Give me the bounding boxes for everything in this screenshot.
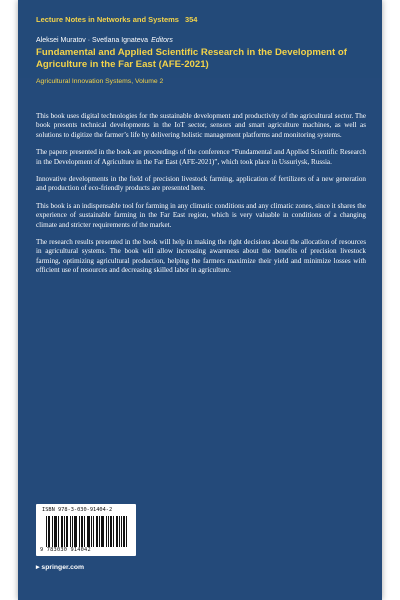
- series-name: Lecture Notes in Networks and Systems: [36, 15, 179, 24]
- barcode-bar: [96, 516, 97, 547]
- series-volume: 354: [184, 15, 198, 24]
- arrow-icon: ▸: [36, 564, 40, 571]
- barcode-bar: [66, 516, 67, 547]
- barcode-bar: [84, 516, 85, 547]
- barcode-bar: [108, 516, 109, 547]
- barcode-bar: [74, 516, 75, 547]
- barcode-bar: [52, 516, 53, 547]
- barcode-bar: [89, 516, 90, 547]
- blurb-paragraph-4: This book is an indispensable tool for farming in any climatic conditions and any climatic zones, since it shares the experience of sustainable farming in the Far East region, which is very valuable in conditions of a changing climate and stricter requirements of the market.: [36, 201, 366, 229]
- barcode-bar: [101, 516, 102, 547]
- barcode-bar: [93, 516, 94, 547]
- barcode-bar: [46, 516, 47, 547]
- barcode-bar: [81, 516, 82, 547]
- blurb: [36, 112, 366, 284]
- barcode: [36, 504, 136, 556]
- barcode-bar: [110, 516, 111, 547]
- editors-line: [36, 37, 173, 44]
- isbn-label: ISBN 978-3-030-91404-2: [42, 507, 113, 513]
- subseries-label: Agricultural Innovation Systems, Volume 2: [36, 78, 164, 85]
- barcode-digits: 9 783030 914042: [40, 547, 91, 553]
- publisher-link[interactable]: [36, 563, 84, 571]
- barcode-bar: [76, 516, 77, 547]
- barcode-bar: [55, 516, 56, 547]
- barcode-bar: [88, 516, 89, 547]
- barcode-bar: [87, 516, 88, 547]
- barcode-bar: [49, 516, 50, 547]
- blurb-paragraph-1: This book uses digital technologies for the sustainable development and productivity of the agricultural sector. The book presents technical developments in the IoT sector, sensors and smart agriculture machines, as well as solutions to digitize the farmer’s life by delivering holistic management platforms and monitoring systems.: [36, 112, 366, 139]
- barcode-bar: [79, 516, 80, 547]
- editors-label: Editors: [151, 37, 173, 44]
- barcode-bar: [91, 516, 92, 547]
- barcode-bar: [54, 516, 55, 547]
- barcode-bar: [58, 516, 59, 547]
- book-title: Fundamental and Applied Scientific Research in the Development of Agriculture in the Far East (AFE-2021): [36, 47, 347, 70]
- blurb-paragraph-2: The papers presented in the book are proceedings of the conference “Fundamental and Applied Scientific Research in the Development of Agriculture in the Far East (AFE-2021)”, which took place in Ussuriysk, Russia.: [36, 148, 366, 166]
- blurb-paragraph-3: Innovative developments in the field of precision livestock farming, application of fertilizers of a new generation and production of eco-friendly products are presented here.: [36, 175, 366, 193]
- barcode-bar: [56, 516, 57, 547]
- barcode-bar: [121, 516, 122, 547]
- back-cover: [18, 0, 382, 600]
- barcode-bar: [48, 516, 49, 547]
- barcode-bar: [62, 516, 63, 547]
- barcode-bar: [117, 516, 118, 547]
- barcode-bar: [82, 516, 83, 547]
- barcode-bar: [61, 516, 62, 547]
- barcode-bar: [97, 516, 98, 547]
- blurb-paragraph-5: The research results presented in the book will help in making the right decisions about the allocation of resources in agricultural systems. The book will allow increasing awareness about the benefits of precision livestock farming, optimizing agricultural production, helping the farmers maximize their yield and minimize losses with efficient use of resources and decreasing skilled labor in agriculture.: [36, 238, 366, 275]
- barcode-bar: [126, 516, 127, 547]
- barcode-bar: [119, 516, 120, 547]
- barcode-bar: [70, 516, 71, 547]
- barcode-bar: [103, 516, 104, 547]
- barcode-bar: [123, 516, 124, 547]
- publisher-site: springer.com: [41, 564, 85, 571]
- barcode-bars: [46, 516, 128, 547]
- barcode-bar: [67, 516, 68, 547]
- barcode-bar: [116, 516, 117, 547]
- editor-names: Aleksei Muratov · Svetlana Ignateva: [36, 37, 149, 44]
- barcode-bar: [124, 516, 125, 547]
- barcode-bar: [75, 516, 76, 547]
- barcode-bar: [113, 516, 114, 547]
- barcode-bar: [106, 516, 107, 547]
- barcode-bar: [102, 516, 103, 547]
- barcode-bar: [72, 516, 73, 547]
- barcode-bar: [99, 516, 100, 547]
- series-line: [36, 15, 197, 24]
- barcode-bar: [111, 516, 112, 547]
- barcode-bar: [64, 516, 65, 547]
